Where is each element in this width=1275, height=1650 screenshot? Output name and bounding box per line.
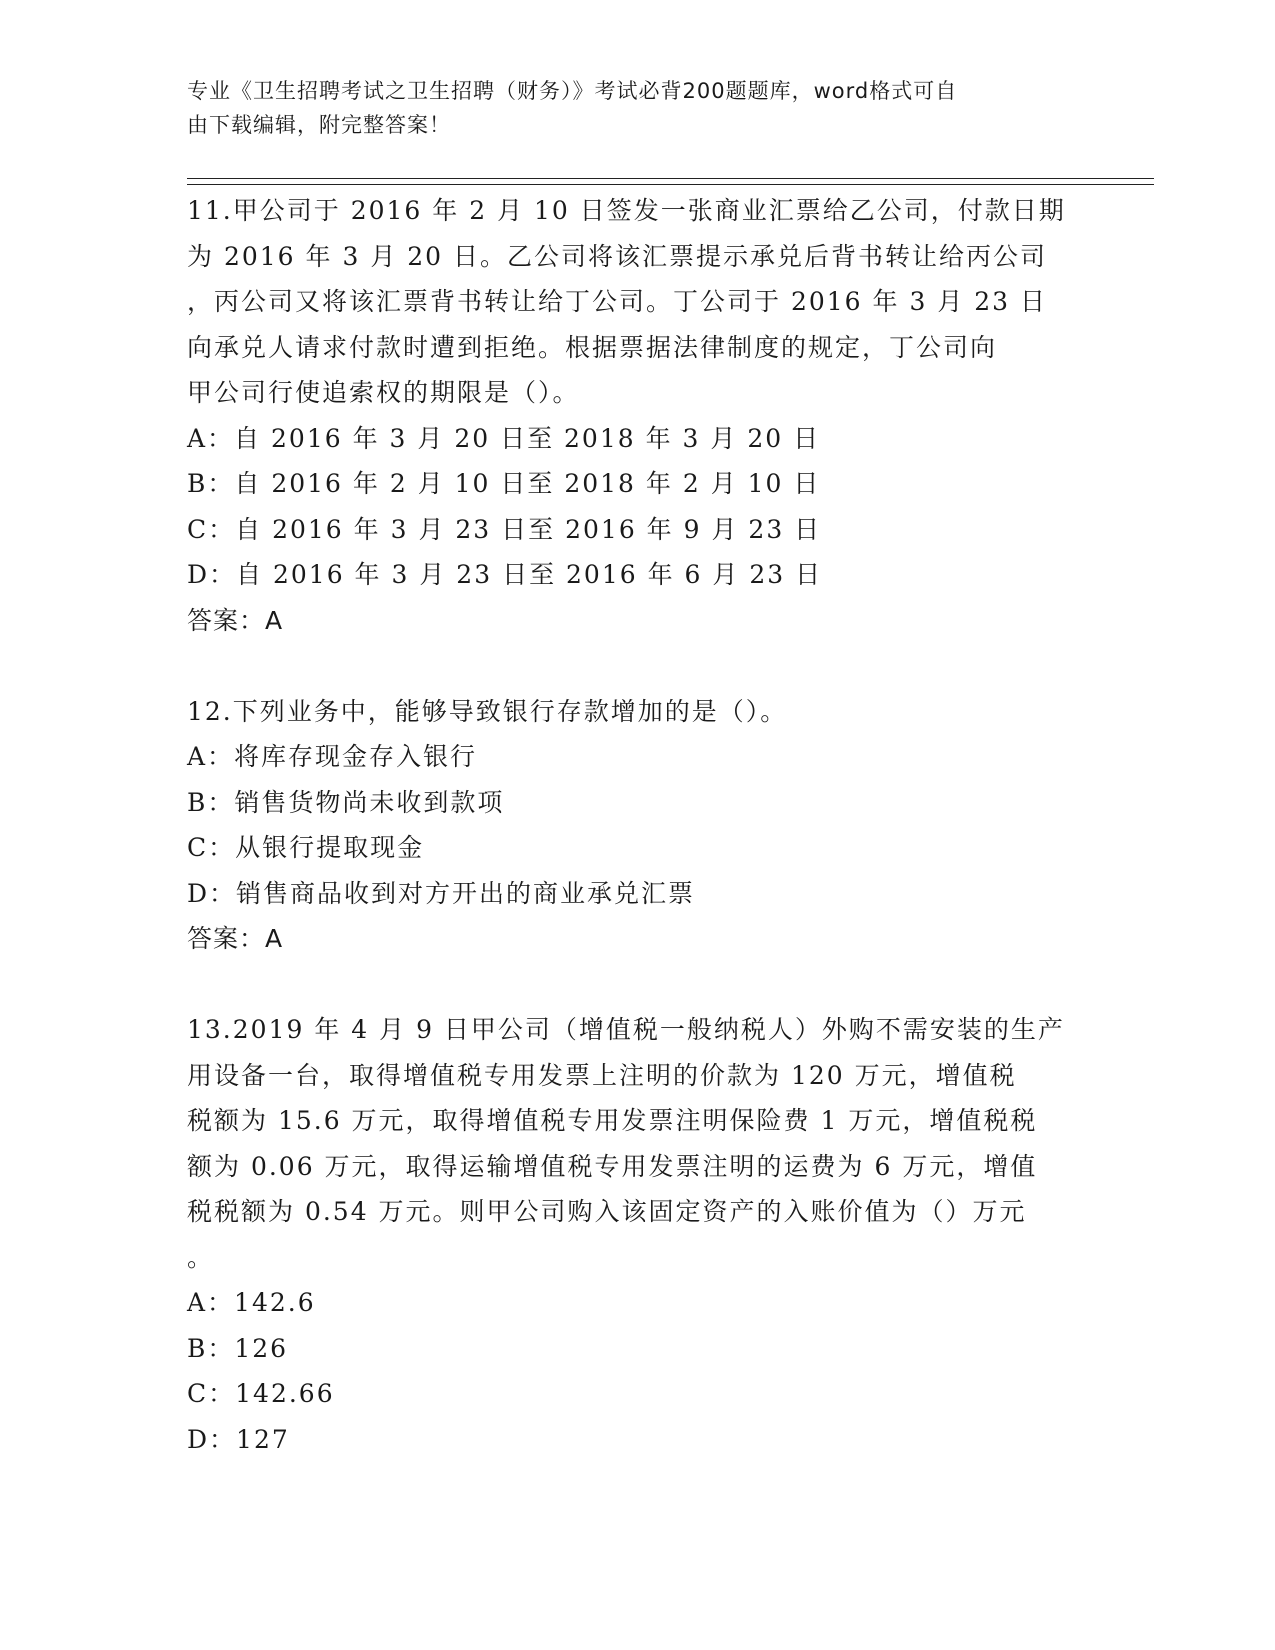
option-c: C：从银行提取现金 xyxy=(187,833,425,862)
question-text-line: 用设备一台，取得增值税专用发票上注明的价款为 120 万元，增值税 xyxy=(187,1060,1017,1090)
question-11 xyxy=(187,188,1087,643)
spacer xyxy=(187,962,1087,1008)
option-b: B：自 2016 年 2 月 10 日至 2018 年 2 月 10 日 xyxy=(187,469,821,498)
question-text-line: 向承兑人请求付款时遭到拒绝。根据票据法律制度的规定，丁公司向 xyxy=(187,332,998,362)
option-a: A：142.6 xyxy=(187,1288,316,1317)
option-d: D：自 2016 年 3 月 23 日至 2016 年 6 月 23 日 xyxy=(187,560,823,589)
header-line-1: 专业《卫生招聘考试之卫生招聘（财务）》考试必背200题题库，word格式可自 xyxy=(187,79,958,103)
question-text-line: 额为 0.06 万元，取得运输增值税专用发票注明的运费为 6 万元，增值 xyxy=(187,1151,1038,1181)
option-d: D：127 xyxy=(187,1424,290,1454)
question-text-line: ，丙公司又将该汇票背书转让给丁公司。丁公司于 2016 年 3 月 23 日 xyxy=(187,287,1048,316)
question-13 xyxy=(187,1007,1087,1462)
header-line-2: 由下载编辑，附完整答案！ xyxy=(187,113,451,137)
question-text-line: 13.2019 年 4 月 9 日甲公司（增值税一般纳税人）外购不需安装的生产 xyxy=(187,1015,1065,1044)
answer-line: 答案：A xyxy=(187,924,284,953)
question-text-line: 甲公司行使追索权的期限是（）。 xyxy=(187,378,580,407)
header-divider-top xyxy=(187,178,1154,179)
option-c: C：自 2016 年 3 月 23 日至 2016 年 9 月 23 日 xyxy=(187,514,822,544)
option-b: B：126 xyxy=(187,1333,289,1363)
question-text-line: 税额为 15.6 万元，取得增值税专用发票注明保险费 1 万元，增值税税 xyxy=(187,1106,1038,1135)
question-list xyxy=(187,188,1087,1462)
document-header xyxy=(187,74,1067,142)
option-c: C：142.66 xyxy=(187,1379,335,1408)
header-divider-bottom xyxy=(187,184,1154,185)
answer-line: 答案：A xyxy=(187,605,284,635)
option-a: A：将库存现金存入银行 xyxy=(187,742,478,771)
question-12 xyxy=(187,689,1087,962)
option-d: D：销售商品收到对方开出的商业承兑汇票 xyxy=(187,878,696,908)
question-text-line: 税税额为 0.54 万元。则甲公司购入该固定资产的入账价值为（）万元 xyxy=(187,1197,1027,1226)
option-b: B：销售货物尚未收到款项 xyxy=(187,787,505,817)
option-a: A：自 2016 年 3 月 20 日至 2018 年 3 月 20 日 xyxy=(187,423,821,453)
question-text-line: 12.下列业务中，能够导致银行存款增加的是（）。 xyxy=(187,696,788,726)
question-text-line: 为 2016 年 3 月 20 日。乙公司将该汇票提示承兑后背书转让给丙公司 xyxy=(187,241,1048,271)
question-text-line: 。 xyxy=(187,1242,215,1272)
spacer xyxy=(187,643,1087,689)
question-text-line: 11.甲公司于 2016 年 2 月 10 日签发一张商业汇票给乙公司，付款日期 xyxy=(187,196,1066,225)
